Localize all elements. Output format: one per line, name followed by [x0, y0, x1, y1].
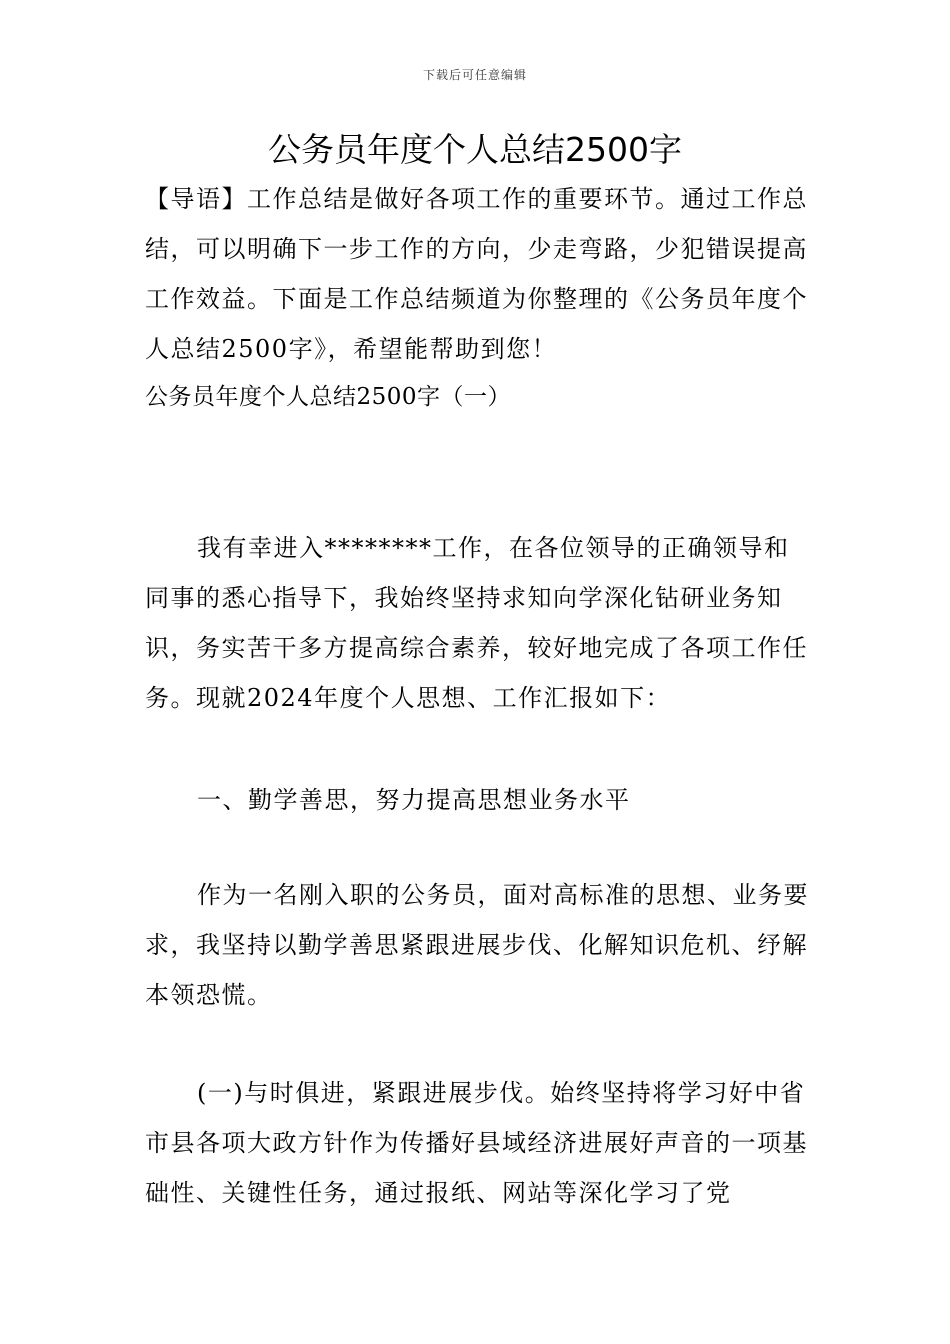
intro-paragraph: 【导语】工作总结是做好各项工作的重要环节。通过工作总结，可以明确下一步工作的方向，少走弯路，少犯错误提高工作效益。下面是工作总结频道为你整理的《公务员年度个人总结2500字》，希望能帮助到您！ [145, 185, 808, 363]
section-title: 公务员年度个人总结2500字（一） [145, 384, 512, 410]
paragraph-2: 作为一名刚入职的公务员，面对高标准的思想、业务要求，我坚持以勤学善思紧跟进展步伐、化解知识危机、纾解本领恐慌。 [145, 881, 809, 1009]
section-heading-1: 一、勤学善思，努力提高思想业务水平 [197, 786, 631, 814]
header-note: 下载后可任意编辑 [422, 68, 527, 82]
document-title: 公务员年度个人总结2500字 [268, 130, 682, 169]
paragraph-1: 我有幸进入********工作，在各位领导的正确领导和同事的悉心指导下，我始终坚持求知向学深化钻研业务知识，务实苦干多方提高综合素养，较好地完成了各项工作任务。现就2024年度个人思想、工作汇报如下： [145, 534, 808, 712]
paragraph-3: (一)与时俱进，紧跟进展步伐。始终坚持将学习好中省市县各项大政方针作为传播好县域经济进展好声音的一项基础性、关键性任务，通过报纸、网站等深化学习了党 [145, 1079, 808, 1207]
